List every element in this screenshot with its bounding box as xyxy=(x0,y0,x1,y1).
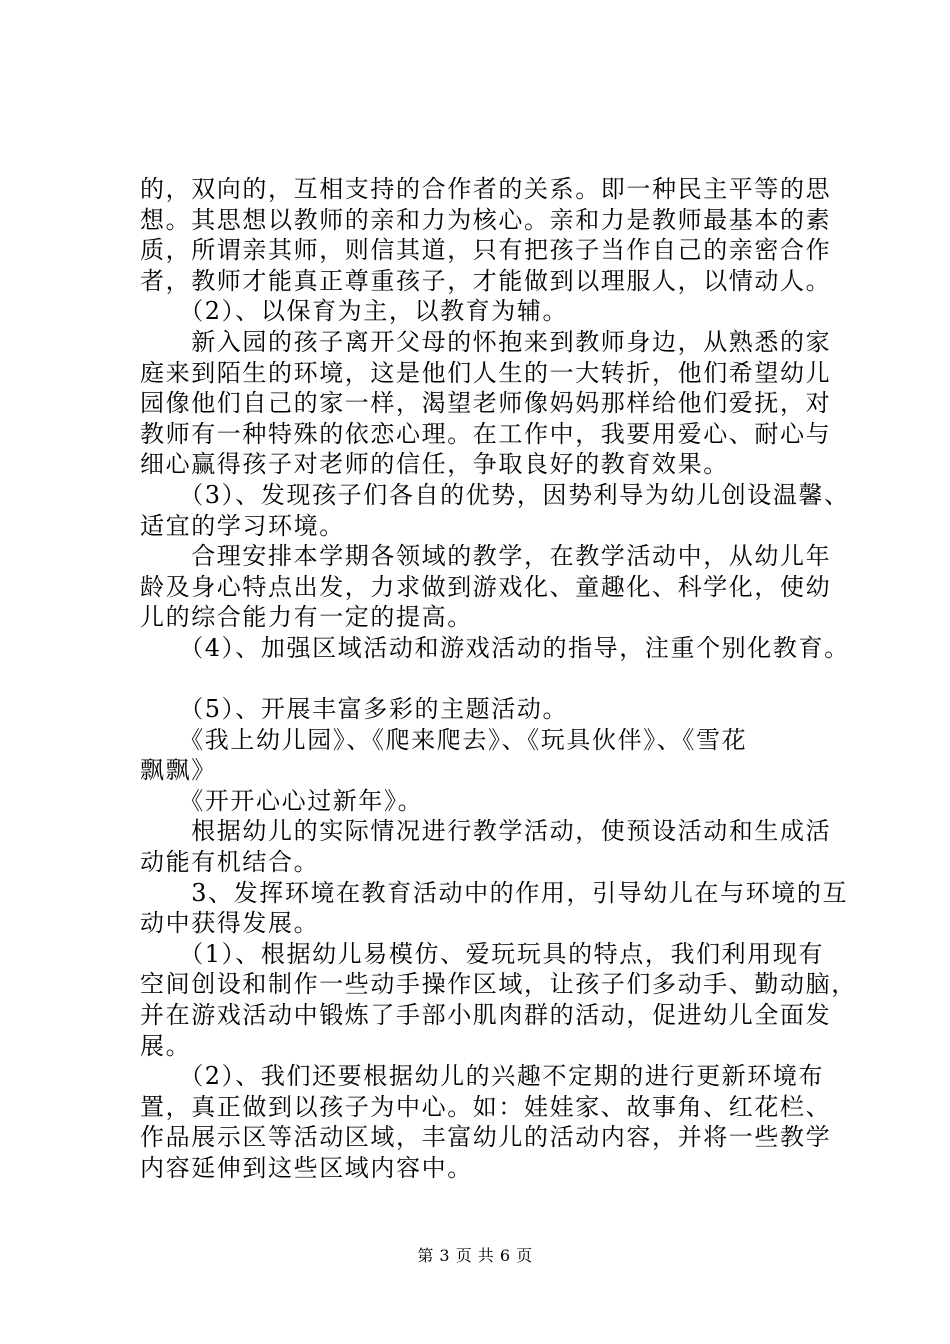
body-line: 根据幼儿的实际情况进行教学活动，使预设活动和生成活 xyxy=(140,817,832,846)
body-line: 新入园的孩子离开父母的怀抱来到教师身边，从熟悉的家 xyxy=(140,327,832,356)
body-line: 动能有机结合。 xyxy=(140,848,320,877)
body-line: 想。其思想以教师的亲和力为核心。亲和力是教师最基本的素 xyxy=(140,205,832,234)
body-line: 《开开心心过新年》。 xyxy=(140,786,424,815)
blank-line xyxy=(140,664,840,695)
body-line: 《我上幼儿园》、《爬来爬去》、《玩具伙伴》、《雪花 xyxy=(140,725,748,754)
body-line: 作品展示区等活动区域，丰富幼儿的活动内容，并将一些教学 xyxy=(140,1123,832,1152)
body-line: 龄及身心特点出发，力求做到游戏化、童趣化、科学化，使幼 xyxy=(140,572,832,601)
body-line: 教师有一种特殊的依恋心理。在工作中，我要用爱心、耐心与 xyxy=(140,419,832,448)
body-line: 并在游戏活动中锻炼了手部小肌肉群的活动，促进幼儿全面发 xyxy=(140,1001,832,1030)
body-line: 儿的综合能力有一定的提高。 xyxy=(140,603,473,632)
body-line: 飘飘》 xyxy=(140,756,217,785)
section-heading: 3、发挥环境在教育活动中的作用，引导幼儿在与环境的互 xyxy=(140,878,849,907)
body-line: 的，双向的，互相支持的合作者的关系。即一种民主平等的思 xyxy=(140,175,832,203)
body-line: （1）、根据幼儿易模仿、爱玩玩具的特点，我们利用现有 xyxy=(140,939,825,968)
section-heading: （3）、发现孩子们各自的优势，因势利导为幼儿创设温馨、 xyxy=(140,480,850,509)
section-heading: （5）、开展丰富多彩的主题活动。 xyxy=(140,695,569,724)
section-heading: 适宜的学习环境。 xyxy=(140,511,345,540)
section-heading: 动中获得发展。 xyxy=(140,909,320,938)
body-line: 置，真正做到以孩子为中心。如：娃娃家、故事角、红花栏、 xyxy=(140,1092,832,1121)
body-line: 内容延伸到这些区域内容中。 xyxy=(140,1154,473,1182)
page-footer xyxy=(0,1243,950,1266)
document-body xyxy=(140,174,857,1184)
body-line: （2）、我们还要根据幼儿的兴趣不定期的进行更新环境布 xyxy=(140,1062,825,1091)
body-line: 空间创设和制作一些动手操作区域，让孩子们多动手、勤动脑， xyxy=(140,970,857,999)
body-line: 者，教师才能真正尊重孩子，才能做到以理服人，以情动人。 xyxy=(140,266,832,295)
page-number-label: 第 3 页 共 6 页 xyxy=(417,1246,533,1265)
body-line: 细心赢得孩子对老师的信任，争取良好的教育效果。 xyxy=(140,450,729,479)
body-line: 质，所谓亲其师，则信其道，只有把孩子当作自己的亲密合作 xyxy=(140,236,832,265)
section-heading: （2）、以保育为主，以教育为辅。 xyxy=(140,297,569,326)
section-heading: （4）、加强区域活动和游戏活动的指导，注重个别化教育。 xyxy=(140,633,850,662)
body-line: 庭来到陌生的环境，这是他们人生的一大转折，他们希望幼儿 xyxy=(140,358,832,387)
body-line: 园像他们自己的家一样，渴望老师像妈妈那样给他们爱抚，对 xyxy=(140,389,832,418)
body-line: 展。 xyxy=(140,1031,192,1060)
body-line: 合理安排本学期各领域的教学，在教学活动中，从幼儿年 xyxy=(140,542,832,571)
